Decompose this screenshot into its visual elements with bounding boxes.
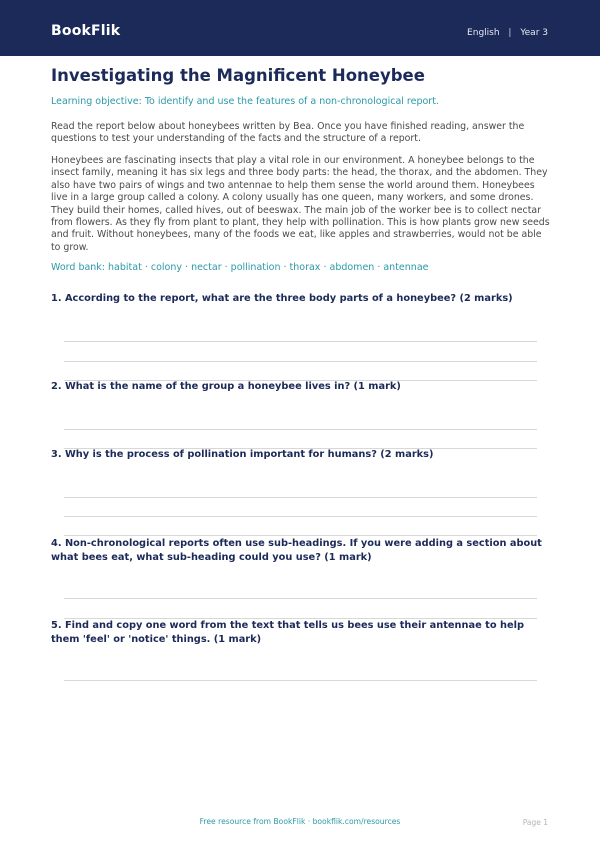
subject-label: English <box>467 28 500 38</box>
question-1: 1. According to the report, what are the three body parts of a honeybee? (2 marks) <box>51 293 513 304</box>
answer-line[interactable] <box>64 497 537 498</box>
answer-line[interactable] <box>64 535 537 536</box>
question-2: 2. What is the name of the group a honeybee lives in? (1 mark) <box>51 381 401 392</box>
question-3: 3. Why is the process of pollination important for humans? (2 marks) <box>51 449 434 460</box>
footer-link[interactable]: Free resource from BookFlik · bookflik.com/resources <box>199 817 401 826</box>
answer-line[interactable] <box>64 429 537 430</box>
answer-line[interactable] <box>64 680 537 681</box>
answer-line[interactable] <box>64 598 537 599</box>
intro-paragraph: Read the report below about honeybees written by Bea. Once you have finished reading, answer the questions to test your understanding of the facts and the structure of a report. <box>51 121 525 145</box>
word-bank: Word bank: habitat · colony · nectar · pollination · thorax · abdomen · antennae <box>51 262 429 273</box>
question-5: 5. Find and copy one word from the text that tells us bees use their antennae to help them 'feel' or 'notice' things. (1 mark) <box>51 620 524 645</box>
question-4: 4. Non-chronological reports often use sub-headings. If you were adding a section about what bees eat, what sub-heading could you use? (1 mark) <box>51 538 542 563</box>
answer-line[interactable] <box>64 361 537 362</box>
answer-line[interactable] <box>64 516 537 517</box>
answer-line[interactable] <box>64 341 537 342</box>
report-paragraph: Honeybees are fascinating insects that play a vital role in our environment. A honeybee belongs to the insect family, meaning it has six legs and three body parts: the head, the thorax, and the abdomen. They also have two pairs of wings and two antennae to help them sense the world around them. Honeybees live in a large group called a colony. A colony usually has one queen, many workers, and some drones. They build their homes, called hives, out of beeswax. The main job of the worker bee is to collect nectar from flowers. As they fly from plant to plant, they help with pollination. This is how plants grow new seeds and fruit. Without honeybees, many of the foods we eat, like apples and strawberries, would not be able to grow. <box>51 155 550 253</box>
header-meta <box>467 28 548 38</box>
header-bar <box>0 0 600 56</box>
learning-objective: Learning objective: To identify and use the features of a non-chronological report. <box>51 96 439 107</box>
page-title: Investigating the Magnificent Honeybee <box>51 66 425 85</box>
header-separator: | <box>508 28 512 38</box>
brand-logo[interactable]: BookFlik <box>51 23 121 39</box>
year-label: Year 3 <box>520 28 548 38</box>
page-number: Page 1 <box>522 818 548 827</box>
